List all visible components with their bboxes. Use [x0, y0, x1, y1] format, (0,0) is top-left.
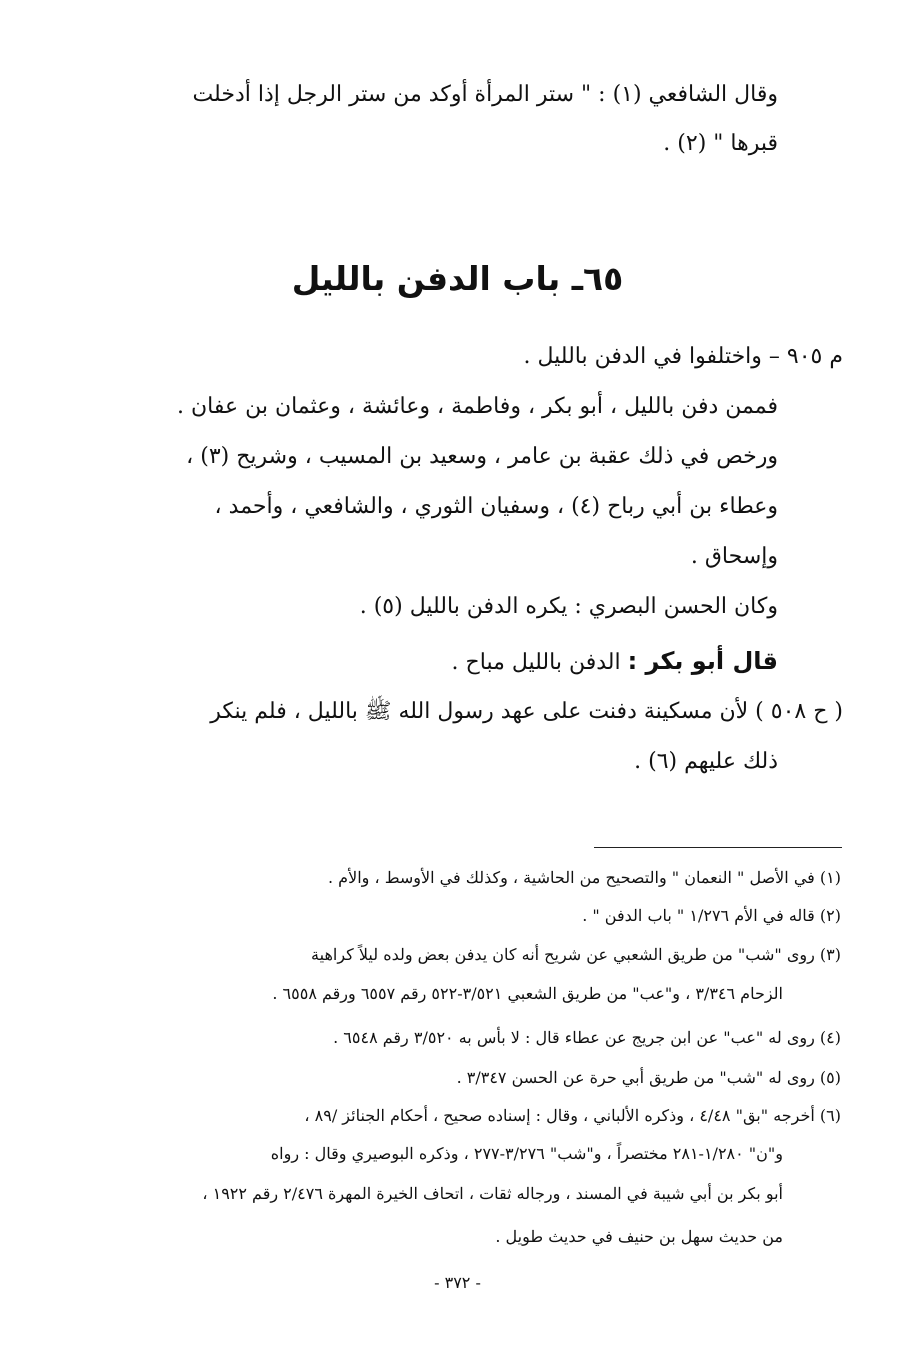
author-lead: قال أبو بكر : — [627, 647, 778, 675]
chapter-heading: ٦٥ـ باب الدفن بالليل — [291, 259, 624, 299]
quote-line-2: قبرها " (٢) . — [663, 131, 778, 156]
paragraph-line-5: وإسحاق . — [690, 544, 778, 569]
footnote-6-line-4: من حديث سهل بن حنيف في حديث طويل . — [495, 1227, 783, 1246]
footnote-3-line-2: الزحام ٣/٣٤٦ ، و"عب" من طريق الشعبي ٣/٥٢١-٥٢٢ رقم ٦٥٥٧ ورقم ٦٥٥٨ . — [272, 984, 783, 1003]
page-number: - ٣٧٢ - — [434, 1273, 481, 1292]
paragraph-line-8: ( ح ٥٠٨ ) لأن مسكينة دفنت على عهد رسول الله ﷺ بالليل ، فلم ينكر — [210, 699, 843, 724]
footnote-1: (١) في الأصل " النعمان " والتصحيح من الحاشية ، وكذلك في الأوسط ، والأم . — [327, 868, 841, 887]
footnote-5: (٥) روى له "شب" من طريق أبي حرة عن الحسن ٣/٣٤٧ . — [456, 1068, 841, 1087]
paragraph-line-7 — [452, 649, 778, 674]
paragraph-line-9: ذلك عليهم (٦) . — [634, 749, 778, 774]
footnote-6-line-2: و"ن" ١/٢٨٠-٢٨١ مختصراً ، و"شب" ٣/٢٧٦-٢٧٧ ، وذكره البوصيري وقال : رواه — [270, 1144, 783, 1163]
footnote-3-line-1: (٣) روى "شب" من طريق الشعبي عن شريح أنه كان يدفن بعض ولده ليلاً كراهية — [311, 945, 841, 964]
paragraph-line-4: وعطاء بن أبي رباح (٤) ، وسفيان الثوري ، والشافعي ، وأحمد ، — [214, 494, 778, 519]
paragraph-line-6: وكان الحسن البصري : يكره الدفن بالليل (٥) . — [359, 594, 778, 619]
paragraph-line-1: م ٩٠٥ – واختلفوا في الدفن بالليل . — [523, 344, 843, 369]
footnote-6-line-3: أبو بكر بن أبي شيبة في المسند ، ورجاله ثقات ، اتحاف الخيرة المهرة ٢/٤٧٦ رقم ١٩٢٢ ، — [202, 1184, 783, 1203]
footnote-separator — [594, 847, 842, 848]
footnote-6-line-1: (٦) أخرجه "بق" ٤/٤٨ ، وذكره الألباني ، وقال : إسناده صحيح ، أحكام الجنائز /٨٩ ، — [304, 1106, 841, 1125]
quote-line-1: وقال الشافعي (١) : " ستر المرأة أوكد من ستر الرجل إذا أدخلت — [192, 82, 778, 107]
footnote-2: (٢) قاله في الأم ١/٢٧٦ " باب الدفن " . — [582, 906, 841, 925]
footnote-4: (٤) روى له "عب" عن ابن جريج عن عطاء قال : لا بأس به ٣/٥٢٠ رقم ٦٥٤٨ . — [333, 1028, 841, 1047]
paragraph-line-3: ورخص في ذلك عقبة بن عامر ، وسعيد بن المسيب ، وشريح (٣) ، — [186, 444, 778, 469]
author-statement: الدفن بالليل مباح . — [451, 650, 628, 675]
paragraph-line-2: فممن دفن بالليل ، أبو بكر ، وفاطمة ، وعائشة ، وعثمان بن عفان . — [176, 394, 778, 419]
